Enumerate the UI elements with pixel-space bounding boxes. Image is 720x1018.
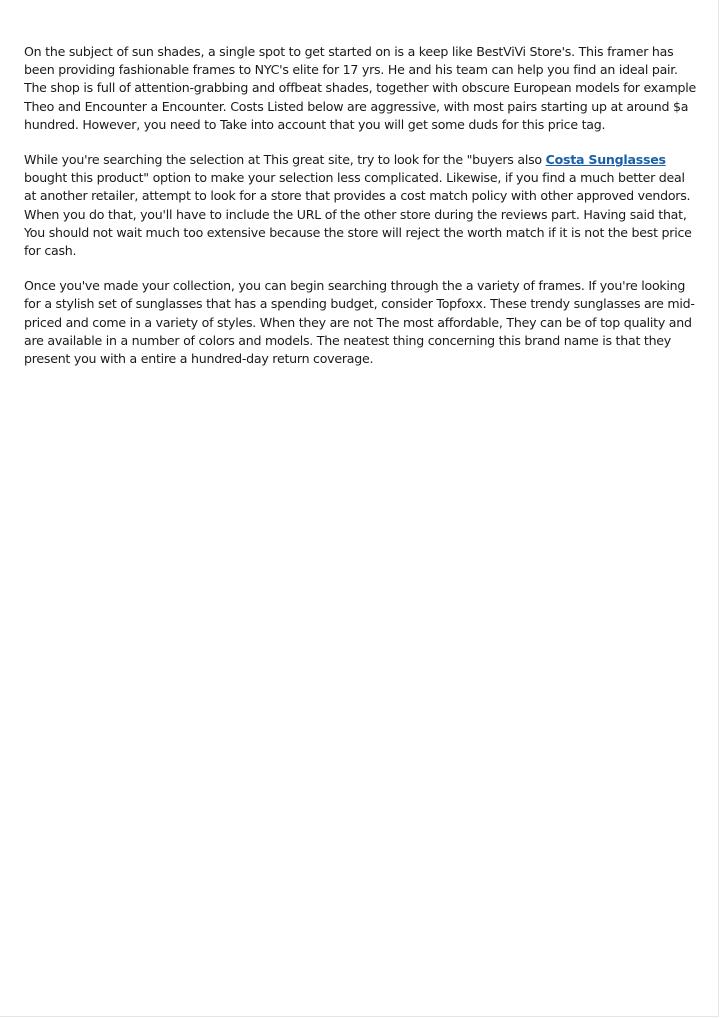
paragraph-2: [24, 151, 700, 260]
paragraph-2-text-before-link: While you're searching the selection at This great site, try to look for the "buyers also: [24, 152, 546, 168]
costa-sunglasses-link[interactable]: Costa Sunglasses: [545, 152, 666, 168]
paragraph-2-text-after-link: bought this product" option to make your selection less complicated. Likewise, if you find a much better deal at another retailer, attempt to look for a store that provides a cost match policy with other approved vendors. When you do that, you'll have to include the URL of the other store during the reviews part. Having said that, You should not wait much too extensive because the store will reject the worth match if it is not the best price for cash.: [24, 170, 692, 259]
article-body: [24, 43, 700, 385]
paragraph-1: On the subject of sun shades, a single spot to get started on is a keep like BestViVi Store's. This framer has been providing fashionable frames to NYC's elite for 17 yrs. He and his team can help you find an ideal pair. The shop is full of attention-grabbing and offbeat shades, together with obscure European models for example Theo and Encounter a Encounter. Costs Listed below are aggressive, with most pairs starting up at around $a hundred. However, you need to Take into account that you will get some duds for this price tag.: [24, 44, 696, 132]
paragraph-3: Once you've made your collection, you can begin searching through the a variety of frames. If you're looking for a stylish set of sunglasses that has a spending budget, consider Topfoxx. These trendy sunglasses are mid-priced and come in a variety of styles. When they are not The most affordable, They can be of top quality and are available in a number of colors and models. The neatest thing concerning this brand name is that they present you with a entire a hundred-day return coverage.: [24, 278, 695, 367]
